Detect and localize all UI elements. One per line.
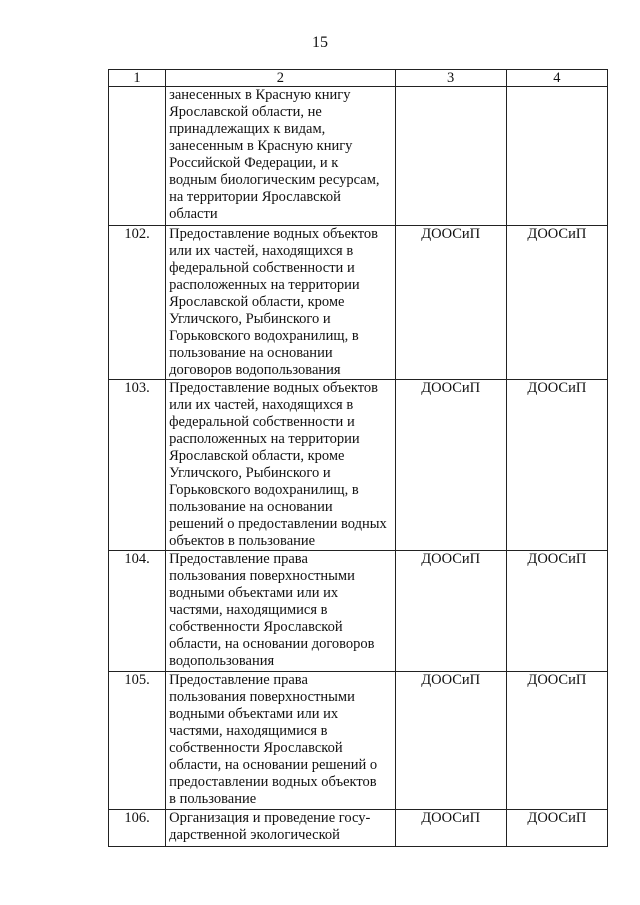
table-row — [109, 226, 608, 380]
row-col3: ДООСиП — [395, 551, 506, 672]
row-description: Предоставление водных объектов или их частей, находящихся в федеральной собственности и расположенных на территории Ярославской области, кроме Угличского, Рыбинского и Горьковского водохранилищ, в пользование на основании решений о предоставлении водных объектов в пользование — [166, 380, 395, 551]
row-description: занесенных в Красную книгу Ярославской области, не принадлежащих к видам, занесенным в Красную книгу Российской Федерации, и к водным биологическим ресурсам, на территории Ярославской области — [166, 87, 395, 226]
row-col4: ДООСиП — [506, 226, 607, 380]
row-col4: ДООСиП — [506, 672, 607, 810]
row-col4: ДООСиП — [506, 551, 607, 672]
row-col4: ДООСиП — [506, 810, 607, 847]
column-header-4: 4 — [506, 70, 607, 87]
row-number: 104. — [109, 551, 166, 672]
row-description: Предоставление права пользования поверхностными водными объектами или их частями, находящимися в собственности Ярославской области, на основании договоров водопользования — [166, 551, 395, 672]
table-row — [109, 87, 608, 226]
row-number: 102. — [109, 226, 166, 380]
column-header-1: 1 — [109, 70, 166, 87]
document-table — [108, 69, 608, 847]
table-header-row — [109, 70, 608, 87]
row-col3 — [395, 87, 506, 226]
table-row — [109, 380, 608, 551]
row-description: Предоставление права пользования поверхностными водными объектами или их частями, находящимися в собственности Ярославской области, на основании решений о предоставлении водных объектов в пользование — [166, 672, 395, 810]
page-number: 15 — [312, 34, 328, 51]
table-row — [109, 810, 608, 847]
row-col4 — [506, 87, 607, 226]
column-header-2: 2 — [166, 70, 395, 87]
row-col3: ДООСиП — [395, 672, 506, 810]
row-number: 106. — [109, 810, 166, 847]
column-header-3: 3 — [395, 70, 506, 87]
row-number: 105. — [109, 672, 166, 810]
row-col3: ДООСиП — [395, 810, 506, 847]
row-number — [109, 87, 166, 226]
row-description: Организация и проведение госу- дарственной экологической — [166, 810, 395, 847]
row-col4: ДООСиП — [506, 380, 607, 551]
row-number: 103. — [109, 380, 166, 551]
row-description: Предоставление водных объектов или их частей, находящихся в федеральной собственности и расположенных на территории Ярославской области, кроме Угличского, Рыбинского и Горьковского водохранилищ, в пользование на основании договоров водопользования — [166, 226, 395, 380]
row-col3: ДООСиП — [395, 226, 506, 380]
table-row — [109, 672, 608, 810]
table-row — [109, 551, 608, 672]
row-col3: ДООСиП — [395, 380, 506, 551]
